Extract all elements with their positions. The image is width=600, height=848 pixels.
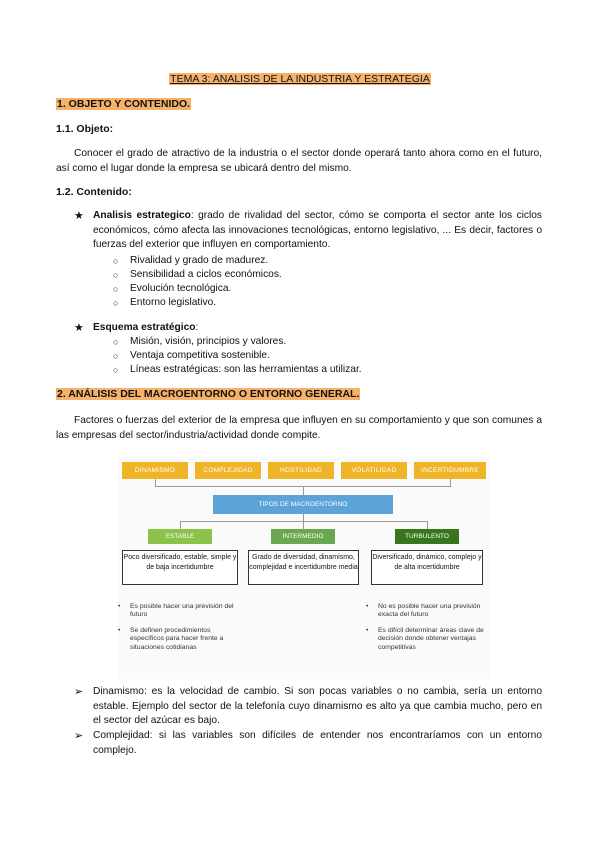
esquema-item: Ventaja competitiva sostenible. [130,350,270,361]
dinamismo-paragraph: Dinamismo: es la velocidad de cambio. Si son pocas variables o no cambia, sería un entorno estable. Ejemplo del sector de la telefonía cuyo dinamismo es alto ya que cambia mucho, pero en el sector del azúcar es bajo. [93,686,542,726]
factor-box: DINAMISMO [122,462,188,479]
right-note: No es posible hacer una previsión exacta del futuro [378,603,481,619]
circle-bullet-icon: ○ [113,270,119,280]
right-note: Es difícil determinar áreas clave de decisión donde obtener ventajas competitivas [378,627,484,651]
macroentorno-diagram [118,457,490,679]
circle-bullet-icon: ○ [113,365,119,375]
circle-bullet-icon: ○ [113,298,119,308]
connector-line [180,521,181,529]
page-title: TEMA 3: ANALISIS DE LA INDUSTRIA Y ESTRATEGIA [170,73,430,85]
connector-line [427,521,428,529]
circle-bullet-icon: ○ [113,351,119,361]
connector-line [303,521,304,529]
connector-line [303,486,304,495]
circle-bullet-icon: ○ [113,337,119,347]
section1-heading: 1. OBJETO Y CONTENIDO. [57,98,191,110]
esquema-item: Líneas estratégicas: son las herramientas a utilizar. [130,364,362,375]
analisis-item: Evolución tecnológica. [130,283,232,294]
analisis-item: Sensibilidad a ciclos económicos. [130,269,282,280]
level-estable: ESTABLE [148,529,212,544]
factor-box: HOSTILIDAD [268,462,334,479]
connector-line [450,479,451,486]
left-note: Es posible hacer una previsión del futuro [130,603,234,619]
esquema-paragraph: Esquema estratégico: [93,322,199,333]
analisis-item: Entorno legislativo. [130,297,217,308]
section2-heading: 2. ANÁLISIS DEL MACROENTORNO O ENTORNO GENERAL. [57,388,360,400]
star-bullet-icon: ★ [74,322,84,334]
analisis-paragraph: Analisis estrategico: grado de rivalidad del sector, cómo se comporta el sector ante los ciclos económicos, cómo afecta las innovaciones tecnológicas, entorno legislativo, ... Es decir, factores o fuerzas del exterior que influyen en comportamiento. [93,210,542,250]
bullet-dot-icon: • [118,603,121,610]
section2-intro: Factores o fuerzas del exterior de la empresa que influyen en su comportamiento y que son comunes a las empresas del sector/industria/actividad donde compite. [56,415,542,441]
factor-box: COMPLEJIDAD [195,462,261,479]
circle-bullet-icon: ○ [113,256,119,266]
factor-box: INCERTIDUMBRE [414,462,486,479]
circle-bullet-icon: ○ [113,284,119,294]
arrow-bullet-icon: ➢ [74,730,84,742]
intermedio-description: Grado de diversidad, dinamismo, complejidad e incertidumbre media [248,550,359,585]
level-intermedio: INTERMEDIO [271,529,335,544]
star-bullet-icon: ★ [74,210,84,222]
objeto-paragraph: Conocer el grado de atractivo de la industria o el sector donde operará tanto ahora como en el futuro, así como el lugar donde la empresa se ubicará dentro del mismo. [56,148,542,174]
turbulento-description: Diversificado, dinámico, complejo y de alta incertidumbre [371,550,483,585]
tipos-macroentorno-box: TIPOS DE MACROENTORNO [213,495,393,514]
esquema-item: Misión, visión, principios y valores. [130,336,287,347]
level-turbulento: TURBULENTO [395,529,459,544]
connector-line [155,479,156,486]
contenido-heading: 1.2. Contenido: [56,186,132,198]
left-note: Se definen procedimientos específicos para hacer frente a situaciones cotidianas [130,627,224,651]
bullet-dot-icon: • [366,603,369,610]
estable-description: Poco diversificado, estable, simple y de baja incertidumbre [122,550,238,585]
bullet-dot-icon: • [118,627,121,634]
complejidad-paragraph: Complejidad: si las variables son difíciles de entender nos encontraríamos con un entorno complejo. [93,730,542,756]
arrow-bullet-icon: ➢ [74,686,84,698]
analisis-item: Rivalidad y grado de madurez. [130,255,269,266]
objeto-heading: 1.1. Objeto: [56,123,114,135]
connector-line [303,514,304,521]
factor-box: VOLATILIDAD [341,462,407,479]
bullet-dot-icon: • [366,627,369,634]
